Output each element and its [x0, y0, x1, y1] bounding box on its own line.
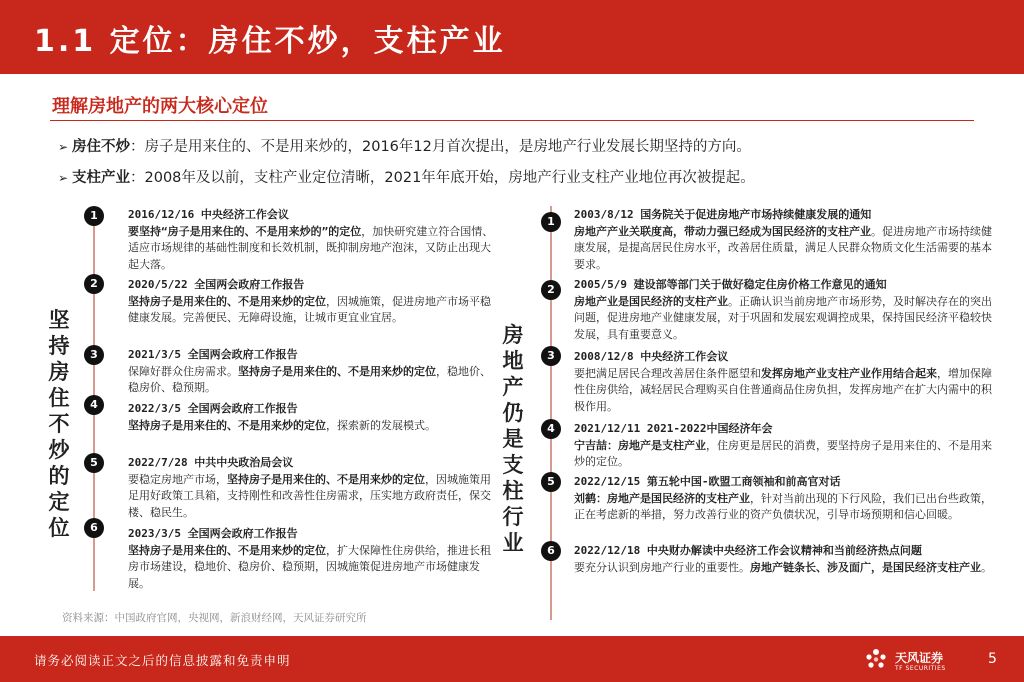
timeline-badge: 5 [541, 472, 561, 492]
event-body: 房地产业是国民经济的支柱产业。正确认识当前房地产市场形势，及时解决存在的突出问题，促进房地产业健康发展，对于巩固和发展宏观调控成果，保持国民经济平稳较快发展，具有重要意义。 [574, 294, 992, 341]
event-body: 坚持房子是用来住的、不是用来炒的定位，探索新的发展模式。 [128, 418, 436, 432]
arrow-bullet-icon: ➢ [58, 140, 69, 154]
left-event-3 [128, 347, 498, 397]
bullet-housing-not-speculation [58, 135, 751, 156]
event-heading: 2020/5/22 全国两会政府工作报告 [128, 278, 305, 291]
event-body: 要稳定房地产市场，坚持房子是用来住的、不是用来炒的定位，因城施策用足用好政策工具箱，支持刚性和改善性住房需求，压实地方政府责任，保交楼、稳民生。 [128, 472, 491, 519]
timeline-badge: 2 [541, 280, 561, 300]
timeline-badge: 1 [541, 212, 561, 232]
right-event-2 [574, 277, 1000, 343]
page-number: 5 [988, 651, 997, 667]
event-heading: 2005/5/9 建设部等部门关于做好稳定住房价格工作意见的通知 [574, 278, 887, 291]
bullet-text: ：房子是用来住的、不是用来炒的，2016年12月首次提出，是房地产行业发展长期坚持的方向。 [130, 139, 751, 155]
event-body: 要坚持“房子是用来住的、不是用来炒的”的定位，加快研究建立符合国情、适应市场规律的基础性制度和长效机制，既抑制房地产泡沫，又防止出现大起大落。 [128, 224, 494, 271]
event-heading: 2021/3/5 全国两会政府工作报告 [128, 348, 298, 361]
event-heading: 2022/12/15 第五轮中国-欧盟工商领袖和前高官对话 [574, 475, 841, 488]
timeline-badge: 3 [541, 346, 561, 366]
logo-subtext: TF SECURITIES [895, 665, 946, 672]
event-body: 宁吉喆：房地产是支柱产业，住房更是居民的消费，要坚持房子是用来住的、不是用来炒的定位。 [574, 438, 992, 468]
left-event-4 [128, 401, 498, 434]
source-note: 资料来源：中国政府官网，央视网，新浪财经网，天风证券研究所 [62, 612, 367, 624]
event-body: 要充分认识到房地产行业的重要性。房地产链条长、涉及面广，是国民经济支柱产业。 [574, 560, 992, 574]
timeline-badge: 4 [541, 419, 561, 439]
event-heading: 2016/12/16 中央经济工作会议 [128, 208, 289, 221]
timeline-badge: 1 [84, 206, 104, 226]
subtitle-divider [50, 120, 974, 121]
event-body: 坚持房子是用来住的、不是用来炒的定位，扩大保障性住房供给，推进长租房市场建设，稳地价、稳房价、稳预期，因城施策促进房地产市场健康发展。 [128, 543, 491, 590]
bullet-text: ：2008年及以前，支柱产业定位清晰，2021年年底开始，房地产行业支柱产业地位再次被提起。 [130, 170, 755, 186]
left-event-5 [128, 455, 498, 521]
right-event-4 [574, 421, 1000, 471]
event-heading: 2022/7/28 中共中央政治局会议 [128, 456, 294, 469]
tf-securities-logo-icon [862, 645, 890, 673]
event-heading: 2022/12/18 中央财办解读中央经济工作会议精神和当前经济热点问题 [574, 544, 922, 557]
timeline-badge: 5 [84, 453, 104, 473]
section-subtitle: 理解房地产的两大核心定位 [52, 96, 268, 117]
right-vertical-title: 房地产仍是支柱行业 [502, 322, 524, 555]
left-event-6 [128, 526, 498, 592]
bullet-key: 房住不炒 [72, 139, 130, 155]
event-body: 房地产产业关联度高，带动力强已经成为国民经济的支柱产业。促进房地产市场持续健康发展，是提高居民住房水平，改善居住质量，满足人民群众物质文化生活需要的基本要求。 [574, 224, 992, 271]
logo-text: 天风证券 [895, 651, 944, 665]
event-body: 保障好群众住房需求。坚持房子是用来住的、不是用来炒的定位，稳地价、稳房价、稳预期。 [128, 364, 491, 394]
event-body: 要把满足居民合理改善居住条件愿望和发挥房地产业支柱产业作用结合起来，增加保障性住房供给，减轻居民合理购买自住普通商品住房负担，发挥房地产在扩大内需中的积极作用。 [574, 366, 992, 413]
bullet-key: 支柱产业 [72, 170, 130, 186]
right-event-3 [574, 349, 1000, 415]
right-event-6 [574, 543, 1000, 576]
event-heading: 2023/3/5 全国两会政府工作报告 [128, 527, 298, 540]
right-event-1 [574, 207, 1000, 273]
event-heading: 2021/12/11 2021-2022中国经济年会 [574, 422, 773, 435]
timeline-badge: 6 [84, 518, 104, 538]
bullet-pillar-industry [58, 166, 755, 187]
event-heading: 2008/12/8 中央经济工作会议 [574, 350, 729, 363]
timeline-badge: 3 [84, 345, 104, 365]
disclaimer-text: 请务必阅读正文之后的信息披露和免责申明 [34, 653, 291, 668]
timeline-badge: 6 [541, 541, 561, 561]
left-event-2 [128, 277, 498, 327]
left-event-1 [128, 207, 498, 273]
event-heading: 2003/8/12 国务院关于促进房地产市场持续健康发展的通知 [574, 208, 872, 221]
event-body: 刘鹤：房地产是国民经济的支柱产业，针对当前出现的下行风险，我们已出台些政策，正在考虑新的举措，努力改善行业的资产负债状况，引导市场预期和信心回暖。 [574, 491, 992, 521]
right-event-5 [574, 474, 1000, 524]
event-body: 坚持房子是用来住的、不是用来炒的定位，因城施策，促进房地产市场平稳健康发展。完善便民、无障碍设施，让城市更宜业宜居。 [128, 294, 491, 324]
left-vertical-title: 坚持房住不炒的定位 [48, 307, 70, 540]
timeline-badge: 2 [84, 274, 104, 294]
page-title: 1.1 定位：房住不炒，支柱产业 [34, 24, 506, 59]
timeline-badge: 4 [84, 395, 104, 415]
arrow-bullet-icon: ➢ [58, 171, 69, 185]
event-heading: 2022/3/5 全国两会政府工作报告 [128, 402, 298, 415]
